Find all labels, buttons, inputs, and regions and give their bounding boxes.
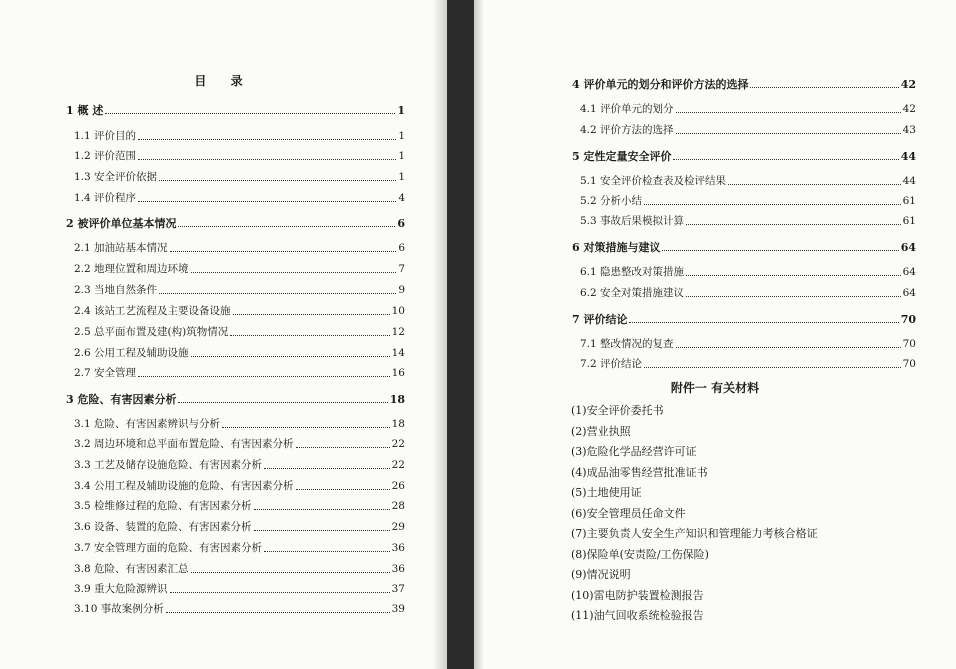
toc-page-number: 42 [902, 103, 916, 115]
toc-chapter-entry [572, 241, 916, 254]
toc-entry-label: 3.9 重大危险源辨识 [74, 583, 168, 595]
toc-page-number: 70 [902, 358, 916, 370]
toc-section-entry [74, 542, 405, 555]
toc-leader-dots [686, 224, 901, 225]
toc-page-number: 64 [902, 266, 916, 278]
toc-page-number: 7 [398, 263, 405, 275]
toc-leader-dots [191, 572, 390, 573]
toc-page-number: 64 [900, 241, 916, 254]
toc-page-number: 37 [391, 583, 405, 595]
toc-entry-label: 3 危险、有害因素分析 [66, 393, 177, 406]
toc-page-number: 26 [391, 480, 405, 492]
toc-section-entry [580, 338, 916, 351]
annex-list-item: (6)安全管理员任命文件 [571, 506, 686, 520]
toc-page-number: 18 [391, 418, 405, 430]
toc-section-entry [74, 305, 405, 318]
toc-page-number: 1 [398, 150, 405, 162]
toc-entry-label: 6 对策措施与建议 [572, 241, 661, 254]
toc-chapter-entry [66, 104, 405, 117]
toc-entry-label: 3.8 危险、有害因素汇总 [74, 563, 189, 575]
toc-entry-label: 1 概 述 [66, 104, 104, 117]
toc-section-entry [74, 242, 405, 255]
toc-page-number: 9 [398, 284, 405, 296]
toc-leader-dots [138, 139, 396, 140]
toc-leader-dots [676, 112, 901, 113]
toc-page-number: 64 [902, 287, 916, 299]
toc-section-entry [580, 358, 916, 371]
toc-page-number: 61 [902, 215, 916, 227]
annex-list-item: (9)情况说明 [571, 568, 631, 581]
toc-entry-label: 3.6 设备、装置的危险、有害因素分析 [74, 521, 252, 533]
toc-leader-dots [166, 612, 390, 613]
toc-leader-dots [264, 551, 390, 552]
toc-page-number: 61 [902, 195, 916, 207]
toc-leader-dots [662, 250, 898, 251]
annex-list-item: (8)保险单(安责险/工伤保险) [571, 547, 709, 561]
toc-leader-dots [170, 251, 397, 252]
toc-page-number: 42 [900, 78, 916, 91]
toc-entry-label: 1.4 评价程序 [74, 192, 137, 204]
toc-leader-dots [222, 427, 390, 428]
toc-section-entry [74, 521, 405, 534]
toc-page-number: 10 [391, 305, 405, 317]
toc-page-number: 1 [397, 104, 405, 117]
toc-leader-dots [644, 367, 901, 368]
toc-section-entry [580, 266, 916, 279]
toc-page-number: 44 [900, 150, 916, 163]
toc-page-number: 70 [902, 338, 916, 350]
toc-entry-label: 6.1 隐患整改对策措施 [580, 266, 685, 278]
toc-entry-label: 4.1 评价单元的划分 [580, 103, 674, 115]
toc-entry-label: 1.3 安全评价依据 [74, 171, 158, 183]
toc-page-number: 43 [902, 124, 916, 136]
toc-section-entry [74, 500, 405, 513]
toc-section-entry [74, 603, 405, 616]
toc-page-number: 1 [398, 171, 405, 183]
toc-section-entry [580, 175, 916, 188]
toc-entry-label: 5.1 安全评价检查表及检评结果 [580, 175, 727, 187]
annex-list-item: (11)油气回收系统检验报告 [571, 609, 704, 622]
toc-page-number: 6 [398, 242, 405, 254]
toc-chapter-entry [572, 150, 916, 163]
gutter-shadow [433, 0, 447, 669]
annex-list-item: (4)成品油零售经营批准证书 [571, 465, 708, 479]
toc-leader-dots [159, 293, 396, 294]
toc-entry-label: 3.4 公用工程及辅助设施的危险、有害因素分析 [74, 480, 294, 492]
toc-section-entry [580, 215, 916, 228]
toc-section-entry [580, 195, 916, 208]
toc-entry-label: 2.5 总平面布置及建(构)筑物情况 [74, 326, 229, 338]
toc-leader-dots [178, 402, 387, 403]
toc-entry-label: 2.3 当地自然条件 [74, 284, 158, 296]
toc-page-number: 14 [391, 347, 405, 359]
toc-section-entry [74, 480, 405, 493]
toc-title: 目 录 [194, 74, 253, 88]
annex-list-item: (2)营业执照 [571, 424, 631, 438]
toc-page-number: 12 [391, 326, 405, 338]
toc-entry-label: 3.7 安全管理方面的危险、有害因素分析 [74, 542, 263, 554]
toc-leader-dots [170, 592, 390, 593]
toc-page-number: 28 [391, 500, 405, 512]
toc-section-entry [74, 367, 405, 380]
toc-entry-label: 3.10 事故案例分析 [74, 603, 164, 615]
toc-section-entry [580, 287, 916, 300]
toc-section-entry [74, 263, 405, 276]
toc-leader-dots [264, 468, 390, 469]
toc-chapter-entry [66, 217, 405, 230]
toc-leader-dots [230, 335, 389, 336]
toc-chapter-entry [572, 313, 916, 326]
toc-section-entry [580, 103, 916, 116]
toc-entry-label: 2.1 加油站基本情况 [74, 242, 168, 254]
toc-leader-dots [686, 275, 901, 276]
toc-page-number: 16 [391, 367, 405, 379]
right-page [474, 0, 956, 669]
toc-section-entry [74, 326, 405, 339]
toc-leader-dots [254, 509, 390, 510]
toc-section-entry [74, 459, 405, 472]
toc-page-number: 36 [391, 563, 405, 575]
toc-entry-label: 2.7 安全管理 [74, 367, 137, 379]
toc-leader-dots [138, 201, 396, 202]
toc-leader-dots [159, 180, 396, 181]
annex-list-item: (5)土地使用证 [571, 486, 642, 499]
toc-leader-dots [676, 347, 901, 348]
toc-leader-dots [191, 356, 390, 357]
toc-page-number: 39 [391, 603, 405, 615]
toc-leader-dots [178, 226, 395, 227]
toc-section-entry [74, 438, 405, 451]
toc-leader-dots [233, 314, 390, 315]
toc-leader-dots [138, 159, 396, 160]
toc-entry-label: 2.2 地理位置和周边环境 [74, 263, 189, 275]
toc-page-number: 70 [900, 313, 916, 326]
toc-section-entry [74, 347, 405, 360]
toc-entry-label: 3.3 工艺及储存设施危险、有害因素分析 [74, 459, 263, 471]
toc-entry-label: 2 被评价单位基本情况 [66, 217, 177, 230]
toc-page-number: 6 [397, 217, 405, 230]
toc-leader-dots [105, 113, 395, 114]
toc-leader-dots [750, 87, 898, 88]
toc-entry-label: 5 定性定量安全评价 [572, 150, 672, 163]
toc-section-entry [74, 130, 405, 143]
toc-entry-label: 5.3 事故后果模拟计算 [580, 215, 685, 227]
toc-entry-label: 2.6 公用工程及辅助设施 [74, 347, 189, 359]
annex-list-item: (1)安全评价委托书 [571, 404, 664, 417]
gutter-shadow [474, 0, 484, 669]
toc-page-number: 4 [398, 192, 405, 204]
toc-section-entry [74, 171, 405, 184]
toc-page-number: 1 [398, 130, 405, 142]
toc-chapter-entry [572, 78, 916, 91]
toc-leader-dots [686, 296, 901, 297]
toc-entry-label: 6.2 安全对策措施建议 [580, 287, 685, 299]
toc-entry-label: 7.2 评价结论 [580, 358, 643, 370]
toc-section-entry [580, 124, 916, 137]
annex-list-item: (3)危险化学品经营许可证 [571, 445, 697, 458]
toc-entry-label: 7.1 整改情况的复查 [580, 338, 674, 350]
toc-leader-dots [728, 184, 901, 185]
toc-entry-label: 4.2 评价方法的选择 [580, 124, 674, 136]
toc-leader-dots [296, 447, 390, 448]
toc-section-entry [74, 192, 405, 205]
toc-page-number: 22 [391, 459, 405, 471]
toc-section-entry [74, 284, 405, 297]
toc-section-entry [74, 563, 405, 576]
toc-leader-dots [254, 530, 390, 531]
toc-entry-label: 2.4 该站工艺流程及主要设备设施 [74, 305, 231, 317]
toc-leader-dots [644, 204, 901, 205]
toc-page-number: 29 [391, 521, 405, 533]
toc-entry-label: 1.1 评价目的 [74, 130, 137, 142]
toc-leader-dots [629, 322, 898, 323]
toc-entry-label: 4 评价单元的划分和评价方法的选择 [572, 78, 749, 91]
toc-leader-dots [676, 133, 901, 134]
toc-entry-label: 3.5 检维修过程的危险、有害因素分析 [74, 500, 252, 512]
toc-leader-dots [138, 376, 390, 377]
toc-entry-label: 3.1 危险、有害因素辨识与分析 [74, 418, 221, 430]
toc-entry-label: 1.2 评价范围 [74, 150, 137, 162]
toc-section-entry [74, 418, 405, 431]
annex-list-item: (10)雷电防护装置检测报告 [571, 588, 704, 602]
toc-entry-label: 5.2 分析小结 [580, 195, 643, 207]
toc-section-entry [74, 150, 405, 163]
toc-page-number: 22 [391, 438, 405, 450]
toc-page-number: 36 [391, 542, 405, 554]
toc-page-number: 18 [389, 393, 405, 406]
toc-leader-dots [191, 272, 397, 273]
toc-entry-label: 7 评价结论 [572, 313, 628, 326]
toc-page-number: 44 [902, 175, 916, 187]
toc-section-entry [74, 583, 405, 596]
annex-list-item: (7)主要负责人安全生产知识和管理能力考核合格证 [571, 527, 818, 540]
toc-chapter-entry [66, 393, 405, 406]
toc-leader-dots [673, 159, 898, 160]
toc-entry-label: 3.2 周边环境和总平面布置危险、有害因素分析 [74, 438, 294, 450]
annex-title: 附件一 有关材料 [670, 381, 760, 395]
toc-leader-dots [296, 489, 390, 490]
